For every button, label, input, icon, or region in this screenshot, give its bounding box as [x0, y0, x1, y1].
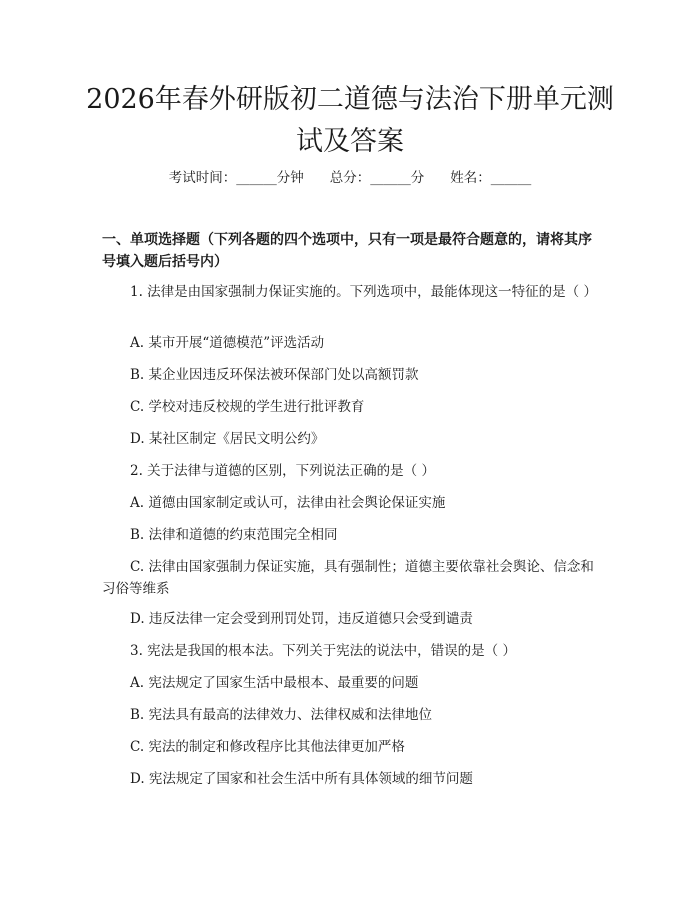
- question-3-option-d: D. 宪法规定了国家和社会生活中所有具体领域的细节问题: [130, 771, 473, 787]
- question-1-option-a: A. 某市开展“道德模范”评选活动: [130, 335, 325, 351]
- page-title-line-1: 2026年春外研版初二道德与法治下册单元测: [86, 84, 614, 115]
- question-2-option-c: C. 法律由国家强制力保证实施，具有强制性；道德主要依靠社会舆论、信念和习俗等维系: [102, 559, 594, 597]
- exam-time-label: 考试时间：______分钟: [168, 170, 304, 186]
- page-title-line-2: 试及答案: [296, 126, 404, 157]
- question-2-option-d: D. 违反法律一定会受到刑罚处罚，违反道德只会受到谴责: [130, 611, 473, 627]
- question-1-option-d: D. 某社区制定《居民文明公约》: [130, 431, 325, 447]
- section-heading: 一、单项选择题（下列各题的四个选项中，只有一项是最符合题意的，请将其序号填入题后括号内）: [102, 232, 592, 270]
- question-2-stem: 2. 关于法律与道德的区别，下列说法正确的是（ ）: [130, 463, 435, 479]
- total-score-label: 总分：______分: [329, 170, 425, 186]
- exam-info-row: [0, 168, 700, 188]
- question-3-option-c: C. 宪法的制定和修改程序比其他法律更加严格: [130, 739, 405, 755]
- question-1-stem: 1. 法律是由国家强制力保证实施的。下列选项中，最能体现这一特征的是（ ）: [130, 284, 597, 300]
- question-2-option-a: A. 道德由国家制定或认可，法律由社会舆论保证实施: [130, 495, 446, 511]
- question-3-stem: 3. 宪法是我国的根本法。下列关于宪法的说法中，错误的是（ ）: [130, 643, 516, 659]
- question-3-option-a: A. 宪法规定了国家生活中最根本、最重要的问题: [130, 675, 419, 691]
- question-3-option-b: B. 宪法具有最高的法律效力、法律权威和法律地位: [130, 707, 433, 723]
- student-name-label: 姓名：______: [450, 170, 532, 186]
- question-1-option-c: C. 学校对违反校规的学生进行批评教育: [130, 399, 365, 415]
- question-2-option-b: B. 法律和道德的约束范围完全相同: [130, 527, 338, 543]
- question-1-option-b: B. 某企业因违反环保法被环保部门处以高额罚款: [130, 367, 419, 383]
